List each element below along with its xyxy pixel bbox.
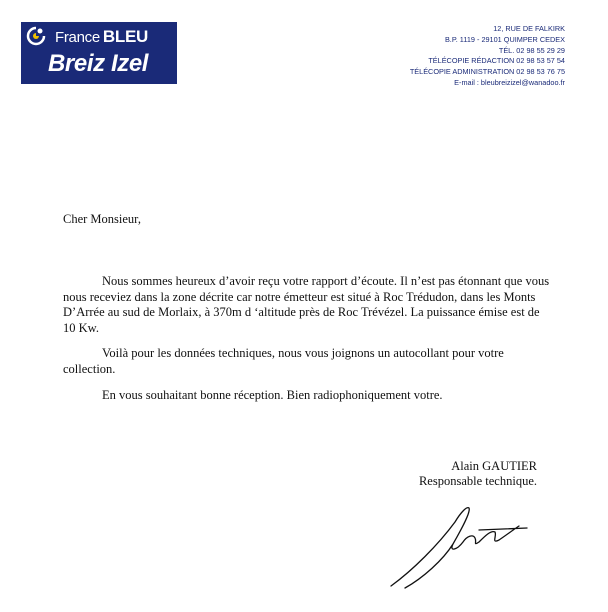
logo-line-1 (55, 27, 148, 47)
signatory-title: Responsable technique. (418, 474, 537, 488)
address-line: 12, RUE DE FALKIRK (493, 24, 565, 33)
address-line: E-mail : bleubreizizel@wanadoo.fr (454, 77, 565, 87)
paragraph-text: Nous sommes heureux d’avoir reçu votre rapport d’écoute. Il n’est pas étonnant que vous nous receviez dans la zone décrite car notre émetteur est situé à Roc Trédudon, dans les Monts D’Arrée au sud de Morlaix, à 370m d ‘altitude près de Roc Trévézel. La puissance émise est de 10 Kw. (63, 274, 550, 335)
body-paragraph (63, 274, 553, 336)
logo-prefix: France (55, 29, 100, 46)
france-bleu-logo-mark (25, 25, 47, 47)
logo-line-2: Breiz Izel (48, 50, 149, 77)
station-logo (21, 22, 177, 84)
paragraph-text: En vous souhaitant bonne réception. Bien radiophoniquement votre. (102, 388, 443, 402)
salutation: Cher Monsieur, (63, 212, 141, 226)
body-paragraph (63, 346, 553, 377)
address-line: TÉLÉCOPIE RÉDACTION 02 98 53 57 54 (428, 56, 565, 66)
paragraph-text: Voilà pour les données techniques, nous vous joignons un autocollant pour votre collection. (63, 346, 504, 376)
address-line: TÉLÉCOPIE ADMINISTRATION 02 98 53 76 75 (409, 67, 565, 77)
body-paragraph (63, 388, 553, 404)
logo-brand: BLEU (102, 27, 148, 46)
letterhead-address (410, 24, 565, 89)
address-line: TÉL. 02 98 55 29 29 (498, 45, 565, 55)
handwritten-signature (383, 500, 533, 592)
address-line: B.P. 1119 - 29101 QUIMPER CEDEX (444, 34, 565, 44)
signatory-name: Alain GAUTIER (451, 459, 537, 473)
